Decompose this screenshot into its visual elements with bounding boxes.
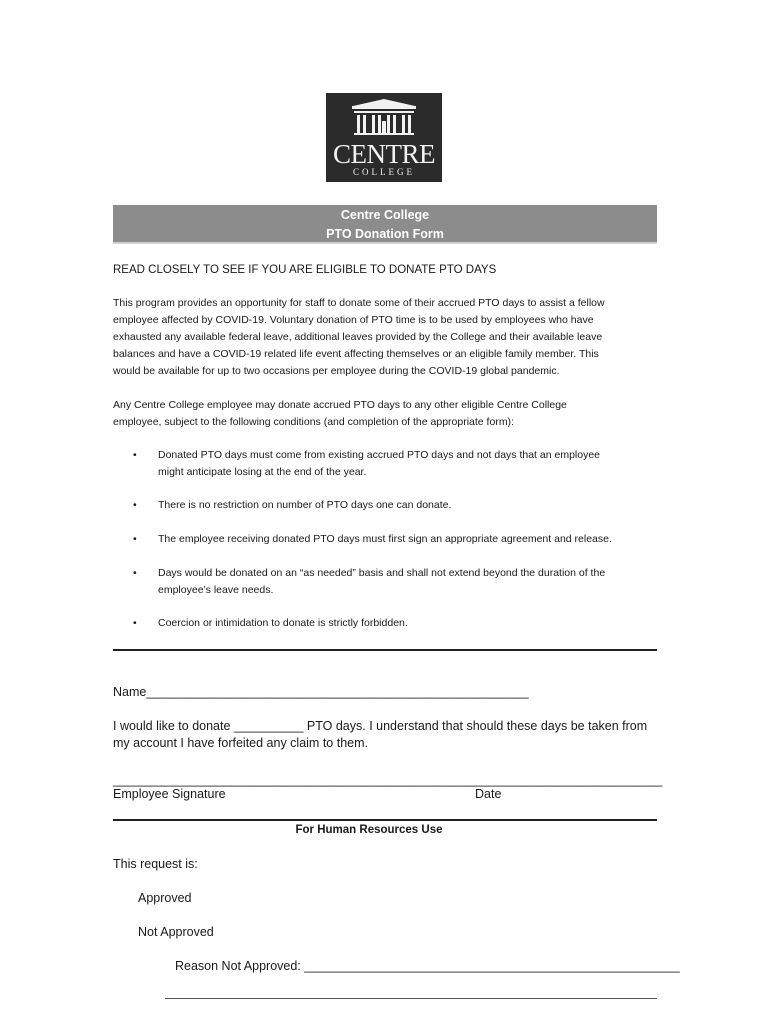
not-approved-option[interactable]: Not Approved	[138, 925, 214, 939]
paragraph-line: balances and have a COVID-19 related life event affecting themselves or an eligible family member. This	[113, 348, 599, 360]
hr-section-title: For Human Resources Use	[295, 824, 443, 836]
paragraph-line: employee affected by COVID-19. Voluntary donation of PTO time is to be used by employees who have	[113, 314, 594, 326]
paragraph-line: would be available for up to two occasions per employee during the COVID-19 global pandemic.	[113, 365, 560, 377]
approved-option[interactable]: Approved	[138, 891, 192, 905]
centre-college-logo	[326, 93, 442, 182]
request-label: This request is:	[113, 857, 198, 871]
banner-college-name: Centre College	[340, 208, 430, 222]
program-description	[113, 295, 663, 380]
bullet-icon: •	[133, 617, 137, 629]
bullet-icon: •	[133, 533, 137, 545]
donation-statement-line: my account I have forfeited any claim to them.	[113, 736, 368, 750]
bullet-icon: •	[133, 567, 137, 579]
donation-statement	[113, 718, 673, 752]
list-item: The employee receiving donated PTO days must first sign an appropriate agreement and release.	[158, 533, 612, 545]
signature-field[interactable]: _______________________________________________________________________________	[113, 773, 663, 787]
list-item: Coercion or intimidation to donate is strictly forbidden.	[158, 617, 408, 629]
section-divider	[113, 819, 657, 821]
paragraph-line: exhausted any available federal leave, additional leaves provided by the College and their available leave	[113, 331, 603, 343]
eligibility-heading: READ CLOSELY TO SEE IF YOU ARE ELIGIBLE TO DONATE PTO DAYS	[113, 264, 497, 276]
conditions-intro	[113, 397, 663, 431]
form-title-banner	[113, 205, 657, 244]
section-divider	[113, 649, 657, 651]
paragraph-line: employee, subject to the following conditions (and completion of the appropriate form):	[113, 416, 514, 428]
donation-days-field[interactable]: I would like to donate __________ PTO days. I understand that should these days be taken from	[113, 719, 648, 733]
banner-form-title: PTO Donation Form	[326, 227, 444, 241]
logo-subtitle: COLLEGE	[353, 167, 415, 177]
paragraph-line: This program provides an opportunity for staff to donate some of their accrued PTO days to assist a fellow	[113, 297, 605, 309]
employee-signature-label: Employee Signature	[113, 787, 226, 801]
logo-wordmark: CENTRE	[333, 139, 435, 169]
paragraph-line: Any Centre College employee may donate accrued PTO days to any other eligible Centre College	[113, 399, 567, 411]
bullet-icon: •	[133, 449, 137, 461]
bullet-icon: •	[133, 499, 137, 511]
reason-not-approved-field[interactable]: Reason Not Approved: ______________________________________________________	[175, 959, 680, 973]
reason-continuation-line[interactable]	[165, 998, 657, 999]
list-item: Donated PTO days must come from existing accrued PTO days and not days that an employee might anticipate losing at the end of the year.	[158, 449, 601, 478]
date-label: Date	[475, 787, 502, 801]
list-item: There is no restriction on number of PTO days one can donate.	[158, 499, 452, 511]
name-field[interactable]: Name_______________________________________________________	[113, 685, 529, 699]
list-item: Days would be donated on an “as needed” basis and shall not extend beyond the duration of the employee’s leave needs.	[158, 567, 606, 596]
